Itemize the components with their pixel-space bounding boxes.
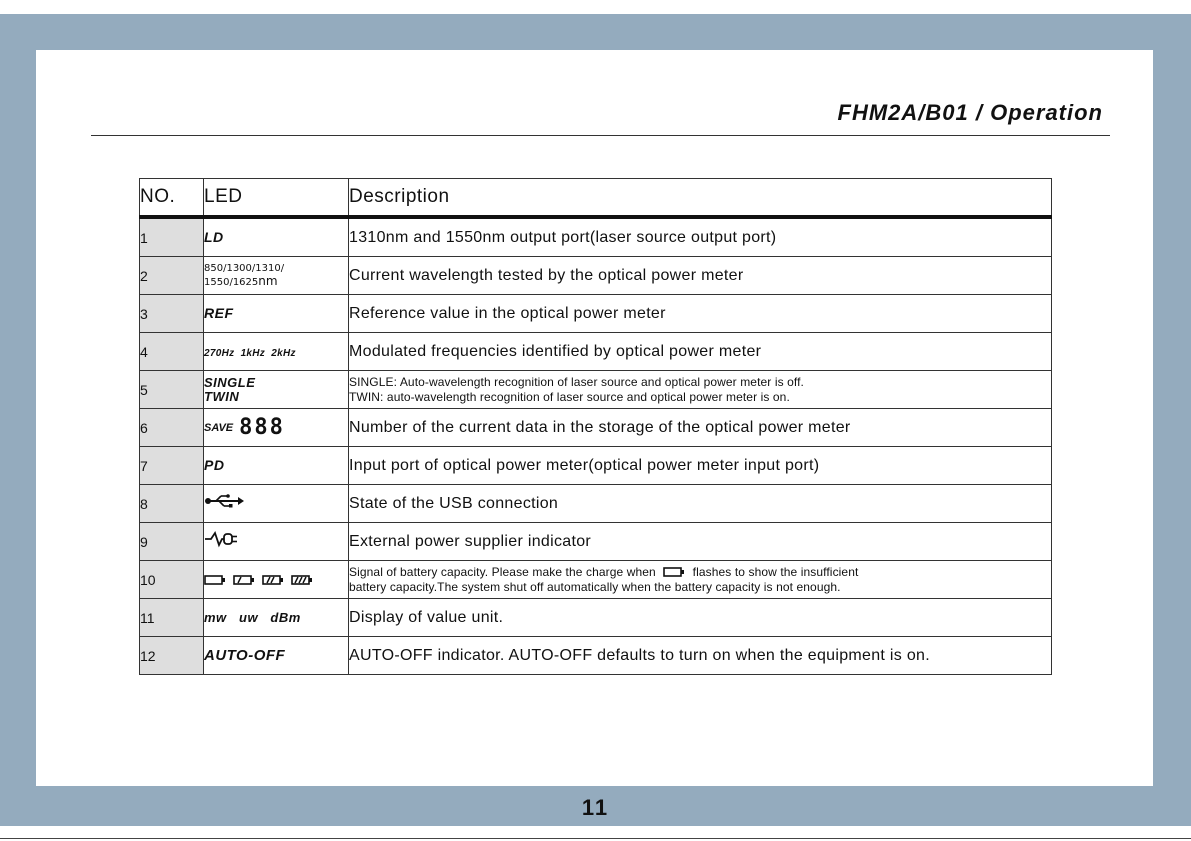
led-save-digits: 888 <box>239 414 285 440</box>
led-cell <box>204 561 349 599</box>
description-line2: battery capacity.The system shut off automatically when the battery capacity is not enough. <box>349 579 841 594</box>
description-cell: State of the USB connection <box>349 485 1052 523</box>
led-cell <box>204 371 349 409</box>
table-row <box>140 295 1052 333</box>
row-number: 2 <box>140 257 204 295</box>
led-units: mw uw dBm <box>204 609 301 625</box>
description-cell: Number of the current data in the storage of the optical power meter <box>349 409 1052 447</box>
battery-medium-icon <box>262 575 284 585</box>
led-wavelengths-unit: nm <box>258 273 278 288</box>
table-row <box>140 637 1052 675</box>
row-number: 5 <box>140 371 204 409</box>
header-no: NO. <box>140 179 204 218</box>
usb-icon <box>204 493 244 509</box>
led-pd: PD <box>204 456 225 473</box>
led-cell <box>204 523 349 561</box>
description-line2: TWIN: auto-wavelength recognition of laser source and optical power meter is on. <box>349 389 790 404</box>
description-cell <box>349 561 1052 599</box>
led-cell <box>204 333 349 371</box>
led-cell <box>204 257 349 295</box>
row-number: 1 <box>140 217 204 257</box>
row-number: 12 <box>140 637 204 675</box>
battery-empty-icon <box>204 575 226 585</box>
table-row <box>140 485 1052 523</box>
led-save <box>204 414 348 440</box>
table-row <box>140 561 1052 599</box>
led-save-label: SAVE <box>204 421 234 434</box>
table-row <box>140 409 1052 447</box>
header-led: LED <box>204 179 349 218</box>
description-cell: External power supplier indicator <box>349 523 1052 561</box>
row-number: 9 <box>140 523 204 561</box>
led-cell <box>204 485 349 523</box>
table-header-row <box>140 179 1052 218</box>
description-cell: AUTO-OFF indicator. AUTO-OFF defaults to turn on when the equipment is on. <box>349 637 1052 675</box>
led-single: SINGLE <box>204 374 256 390</box>
row-number: 6 <box>140 409 204 447</box>
led-wavelengths-line2: 1550/1625 <box>204 276 259 288</box>
row-number: 8 <box>140 485 204 523</box>
led-frequencies: 270Hz 1kHz 2kHz <box>204 347 296 359</box>
power-plug-icon <box>204 530 238 548</box>
table-row <box>140 217 1052 257</box>
led-ref: REF <box>204 304 234 321</box>
description-part2: flashes to show the insufficient <box>692 564 859 579</box>
page-number: 11 <box>581 795 610 820</box>
description-cell: 1310nm and 1550nm output port(laser source output port) <box>349 217 1052 257</box>
row-number: 4 <box>140 333 204 371</box>
led-ld: LD <box>204 228 224 245</box>
row-number: 11 <box>140 599 204 637</box>
battery-low-icon <box>233 575 255 585</box>
led-table <box>139 178 1052 675</box>
led-cell <box>204 447 349 485</box>
battery-full-icon <box>291 575 313 585</box>
led-cell <box>204 637 349 675</box>
led-auto-off: AUTO-OFF <box>204 646 286 664</box>
row-number: 7 <box>140 447 204 485</box>
table-row <box>140 523 1052 561</box>
description-cell: Modulated frequencies identified by optical power meter <box>349 333 1052 371</box>
led-cell <box>204 217 349 257</box>
description-line1: SINGLE: Auto-wavelength recognition of laser source and optical power meter is off. <box>349 374 804 389</box>
header-title: FHM2A/B01 / Operation <box>837 100 1103 125</box>
led-wavelengths <box>204 263 348 289</box>
row-number: 10 <box>140 561 204 599</box>
bottom-rule <box>0 838 1191 839</box>
led-cell <box>204 409 349 447</box>
description-cell <box>349 371 1052 409</box>
table-row <box>140 371 1052 409</box>
description-cell: Current wavelength tested by the optical power meter <box>349 257 1052 295</box>
row-number: 3 <box>140 295 204 333</box>
led-twin: TWIN <box>204 388 240 404</box>
led-cell <box>204 295 349 333</box>
battery-empty-icon <box>663 567 685 577</box>
description-cell: Display of value unit. <box>349 599 1052 637</box>
table-row <box>140 333 1052 371</box>
led-cell <box>204 599 349 637</box>
header-description: Description <box>349 179 1052 218</box>
header-rule <box>91 135 1110 136</box>
table-row <box>140 257 1052 295</box>
led-single-twin <box>204 376 348 404</box>
led-wavelengths-line1: 850/1300/1310/ <box>204 262 285 274</box>
battery-level-icons <box>204 575 348 585</box>
table-row <box>140 599 1052 637</box>
table-row <box>140 447 1052 485</box>
description-part1: Signal of battery capacity. Please make the charge when <box>349 564 656 579</box>
description-cell: Reference value in the optical power meter <box>349 295 1052 333</box>
description-cell: Input port of optical power meter(optical power meter input port) <box>349 447 1052 485</box>
